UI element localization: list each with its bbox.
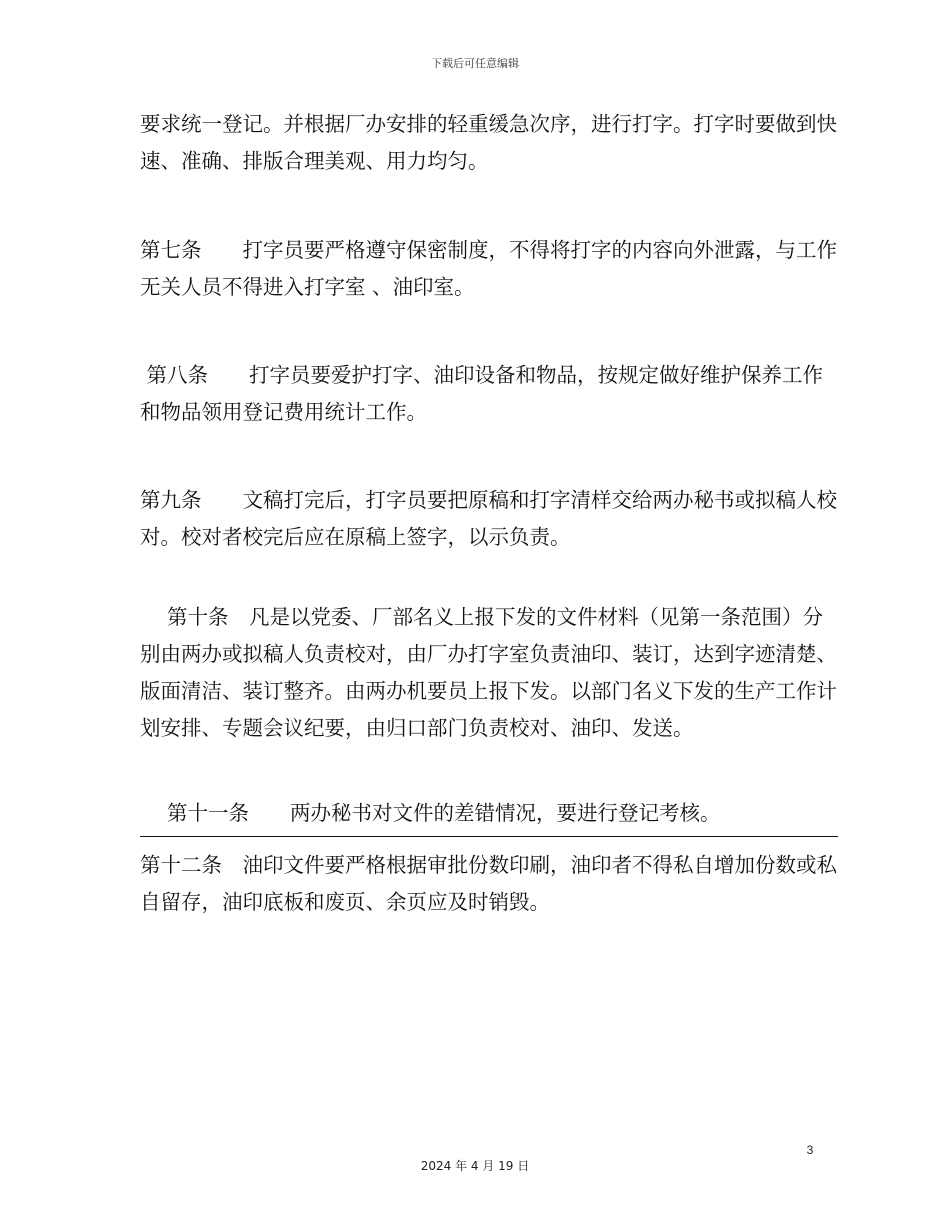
footer-date: 2024 年 4 月 19 日 [420, 1159, 530, 1173]
paragraph-article-12: 第十二条 油印文件要严格根据审批份数印刷，油印者不得私自增加份数或私自留存，油印底板和废页、余页应及时销毁。 [140, 853, 837, 914]
header-note: 下载后可任意编辑 [431, 57, 519, 70]
paragraph-article-9: 第九条 文稿打完后，打字员要把原稿和打字清样交给两办秘书或拟稿人校对。校对者校完后应在原稿上签字，以示负责。 [140, 488, 837, 549]
paragraph-article-8: 第八条 打字员要爱护打字、油印设备和物品，按规定做好维护保养工作和物品领用登记费用统计工作。 [140, 363, 824, 424]
horizontal-divider [140, 836, 838, 837]
page-number: 3 [806, 1143, 814, 1157]
paragraph-article-7: 第七条 打字员要严格遵守保密制度，不得将打字的内容向外泄露，与工作无关人员不得进入打字室 、油印室。 [140, 238, 837, 299]
paragraph-article-10: 第十条 凡是以党委、厂部名义上报下发的文件材料（见第一条范围）分别由两办或拟稿人负责校对，由厂办打字室负责油印、装订，达到字迹清楚、版面清洁、装订整齐。由两办机要员上报下发。以部门名义下发的生产工作计划安排、专题会议纪要，由归口部门负责校对、油印、发送。 [140, 605, 837, 740]
paragraph-article-11: 第十一条 两办秘书对文件的差错情况，要进行登记考核。 [140, 801, 721, 825]
paragraph-continuation: 要求统一登记。并根据厂办安排的轻重缓急次序，进行打字。打字时要做到快速、准确、排版合理美观、用力均匀。 [140, 112, 837, 173]
